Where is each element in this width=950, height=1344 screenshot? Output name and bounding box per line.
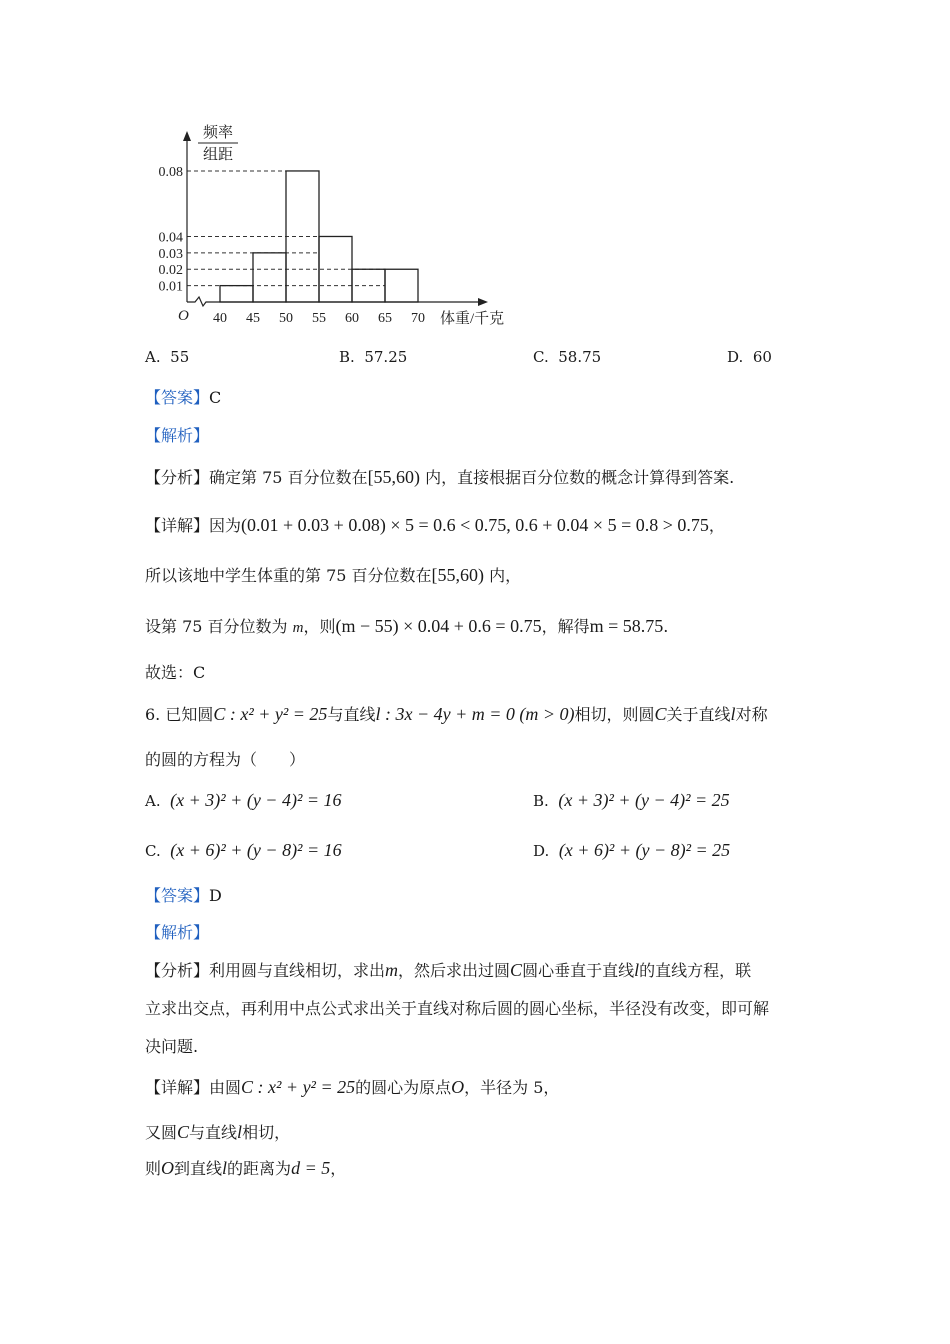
q6-stem <box>145 702 768 725</box>
line3-text-a: 设第 75 百分位数为 <box>145 617 293 636</box>
stem-C: C <box>654 704 667 724</box>
line3-text-a: 则 <box>145 1159 162 1178</box>
detail-text-b: ， <box>708 516 725 535</box>
fenxi-line3-text: 决问题. <box>145 1037 199 1056</box>
line2-interval: [55,60) <box>431 565 485 585</box>
option-text: 60 <box>752 348 772 366</box>
detail-circle: C : x² + y² = 25 <box>241 1077 356 1097</box>
y-tick-label: 0.08 <box>158 164 183 180</box>
histogram-chart <box>140 115 520 330</box>
line3-m: m <box>292 620 304 636</box>
y-tick-label: 0.03 <box>158 246 183 262</box>
fenxi-text-a: 确定第 75 百分位数在 <box>209 468 368 487</box>
line2-text-b: 与直线 <box>189 1123 238 1142</box>
x-tick-label: 55 <box>312 311 326 326</box>
q6-fenxi <box>145 958 751 981</box>
detail-text-a: 由圆 <box>209 1078 242 1097</box>
line3-text-d: . <box>663 617 669 636</box>
line3-text-b: 到直线 <box>174 1159 223 1178</box>
q5-line3 <box>145 614 668 637</box>
option-text: 57.25 <box>364 348 408 366</box>
histogram-bar <box>220 286 253 302</box>
y-tick-label: 0.04 <box>158 230 183 246</box>
q5-answer <box>145 385 221 408</box>
answer-tag: 【答案】 <box>145 388 210 407</box>
analysis-tag: 【解析】 <box>145 923 210 942</box>
detail-tag: 【详解】 <box>145 1078 210 1097</box>
x-tick-label: 50 <box>279 311 293 326</box>
answer-value: D <box>209 886 222 905</box>
stem-text-a: 6. 已知圆 <box>145 705 214 724</box>
histogram-svg <box>140 115 520 330</box>
detail-O: O <box>451 1077 465 1097</box>
stem-text-d: 关于直线 <box>666 705 731 724</box>
stem-text-c: 相切，则圆 <box>574 705 655 724</box>
fenxi-text-a: 利用圆与直线相切，求出 <box>209 961 386 980</box>
fenxi-tag: 【分析】 <box>145 961 210 980</box>
option-letter: A. <box>145 792 161 810</box>
q5-option-c <box>533 348 601 366</box>
option-text: (x + 3)² + (y − 4)² = 16 <box>170 790 342 810</box>
q5-detail <box>145 513 725 536</box>
q5-option-b <box>339 348 407 366</box>
stem-text-b: 与直线 <box>327 705 376 724</box>
q5-fenxi <box>145 465 734 488</box>
line2-l: l <box>237 1122 243 1142</box>
analysis-tag: 【解析】 <box>145 426 210 445</box>
detail-tag: 【详解】 <box>145 516 210 535</box>
line2-text-a: 又圆 <box>145 1123 178 1142</box>
option-text: (x + 6)² + (y − 8)² = 16 <box>170 840 342 860</box>
y-axis-label-top: 频率 <box>202 125 234 141</box>
q5-option-a <box>145 348 189 366</box>
y-axis-arrow <box>183 131 191 141</box>
line3-O: O <box>161 1158 175 1178</box>
q6-option-a <box>145 790 342 811</box>
q6-fenxi-line3 <box>145 1034 198 1057</box>
histogram-bar <box>253 253 286 302</box>
detail-text-b: 的圆心为原点 <box>355 1078 452 1097</box>
fenxi-text-b: ，然后求出过圆 <box>398 961 511 980</box>
x-tick-label: 70 <box>411 311 425 326</box>
fenxi-l: l <box>634 960 640 980</box>
q6-stem-line2 <box>145 747 305 770</box>
q6-option-b <box>533 790 730 811</box>
stem2-text: 的圆的方程为（ ） <box>145 750 306 769</box>
q6-option-d <box>533 840 730 861</box>
fenxi-line2-text: 立求出交点，再利用中点公式求出关于直线对称后圆的圆心坐标，半径没有改变，即可解 <box>145 999 770 1018</box>
y-tick-label: 0.02 <box>158 263 183 279</box>
q6-detail <box>145 1075 559 1098</box>
stem-l: l <box>730 704 736 724</box>
q5-option-d <box>727 348 772 366</box>
q5-line2 <box>145 563 521 586</box>
fenxi-m: m <box>385 960 399 980</box>
fenxi-text-b: 内，直接根据百分位数的概念计算得到答案. <box>420 468 735 487</box>
line3-l: l <box>222 1158 228 1178</box>
y-axis-label-bottom: 组距 <box>202 147 234 163</box>
stem-line: l : 3x − 4y + m = 0 (m > 0) <box>375 704 575 724</box>
line2-C: C <box>177 1122 190 1142</box>
q6-line3 <box>145 1156 346 1179</box>
fenxi-C: C <box>510 960 523 980</box>
x-tick-label: 45 <box>246 311 260 326</box>
origin-label: O <box>178 308 189 324</box>
detail-expression: (0.01 + 0.03 + 0.08) × 5 = 0.6 < 0.75, 0.6 + 0.04 × 5 = 0.8 > 0.75 <box>241 515 709 535</box>
line3-expression: (m − 55) × 0.04 + 0.6 = 0.75 <box>335 616 542 636</box>
option-text: 55 <box>170 348 190 366</box>
q6-option-c <box>145 840 342 861</box>
detail-text-c: ，半径为 5， <box>464 1078 560 1097</box>
option-text: (x + 6)² + (y − 8)² = 25 <box>558 840 731 860</box>
detail-text-a: 因为 <box>209 516 242 535</box>
x-axis <box>187 297 480 306</box>
q5-select <box>145 660 205 683</box>
q6-analysis-tag <box>145 920 209 943</box>
line3-result: m = 58.75 <box>589 616 664 636</box>
line3-text-c: 的距离为 <box>227 1159 292 1178</box>
x-tick-label: 60 <box>345 311 359 326</box>
answer-tag: 【答案】 <box>145 886 210 905</box>
answer-value: C <box>209 388 222 407</box>
x-tick-label: 65 <box>378 311 392 326</box>
line3-text-b: ，则 <box>303 617 336 636</box>
q5-analysis-tag <box>145 423 209 446</box>
option-letter: B. <box>533 792 549 810</box>
y-tick-label: 0.01 <box>158 279 183 295</box>
stem-circle: C : x² + y² = 25 <box>213 704 328 724</box>
q6-fenxi-line2 <box>145 996 769 1019</box>
line3-d: d = 5 <box>291 1158 331 1178</box>
line2-text-a: 所以该地中学生体重的第 75 百分位数在 <box>145 566 432 585</box>
option-letter: D. <box>727 348 744 366</box>
q6-answer <box>145 883 222 906</box>
x-tick-label: 40 <box>213 311 227 326</box>
line3-text-e: ， <box>330 1159 347 1178</box>
q6-line2 <box>145 1120 290 1143</box>
line2-text-c: 相切， <box>242 1123 291 1142</box>
histogram-bar <box>385 269 418 302</box>
fenxi-tag: 【分析】 <box>145 468 210 487</box>
line3-text-c: ，解得 <box>541 617 590 636</box>
option-letter: B. <box>339 348 355 366</box>
select-text: 故选：C <box>145 663 206 682</box>
option-letter: A. <box>145 348 161 366</box>
fenxi-interval: [55,60) <box>367 467 421 487</box>
option-letter: C. <box>533 348 549 366</box>
line2-text-b: 内， <box>484 566 522 585</box>
stem-text-e: 对称 <box>735 705 768 724</box>
option-text: 58.75 <box>558 348 602 366</box>
option-text: (x + 3)² + (y − 4)² = 25 <box>558 790 730 810</box>
fenxi-text-c: 圆心垂直于直线 <box>522 961 635 980</box>
x-axis-label: 体重/千克 <box>440 311 505 327</box>
x-axis-arrow <box>478 298 488 306</box>
fenxi-text-d: 的直线方程，联 <box>639 961 752 980</box>
option-letter: C. <box>145 842 161 860</box>
option-letter: D. <box>533 842 550 860</box>
